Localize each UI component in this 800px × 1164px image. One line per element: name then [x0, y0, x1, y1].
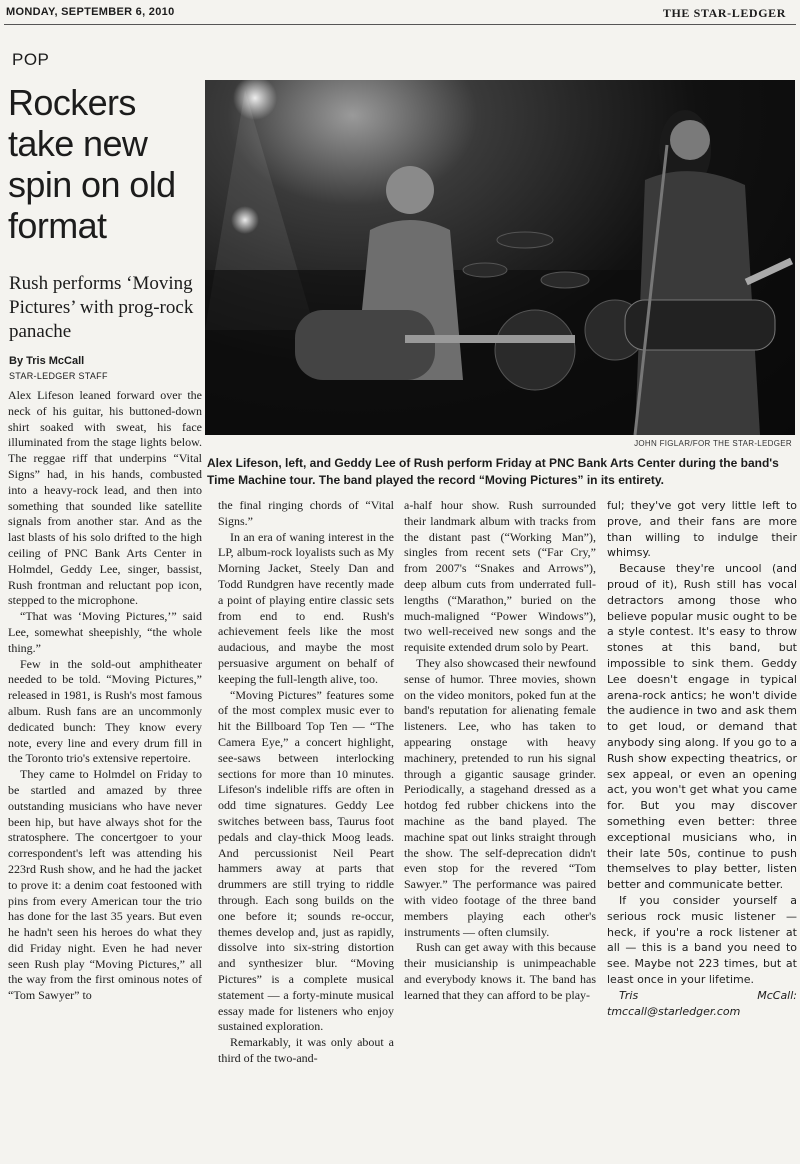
concert-photo-illustration — [205, 80, 795, 435]
photo-caption: Alex Lifeson, left, and Geddy Lee of Rush perform Friday at PNC Bank Arts Center during the band's Time Machine tour. The band played the record “Moving Pictures” in its entirety. — [207, 456, 779, 487]
section-kicker: POP — [12, 50, 50, 69]
masthead-rule — [4, 24, 796, 25]
concert-photo — [205, 80, 795, 435]
article-column-3 — [404, 498, 596, 1164]
paragraph: They came to Holmdel on Friday to be startled and amazed by three outstanding musicians who have never been hip, but have always shot for the stratosphere. The concertgoer to your correspondent's left was attending his 223rd Rush show, and he had the jacket to prove it: a denim coat festooned with pins from every American tour the trio has done for the last 35 years. But even he hadn't seen his heroes do what they did Friday night. Even he had never seen Rush play “Moving Pictures,” all the way from the first ominous notes of “Tom Sawyer” to — [8, 767, 202, 1003]
paragraph: If you consider yourself a serious rock music listener — heck, if you're a rock listener at all — this is a band you need to see. Maybe not 223 times, but at least once in your lifetime. — [607, 893, 797, 986]
paragraph: “That was ‘Moving Pictures,’” said Lee, somewhat sheepishly, “the whole thing.” — [8, 609, 202, 655]
masthead-paper-name: THE STAR-LEDGER — [662, 6, 786, 20]
paragraph: “Moving Pictures” features some of the most complex music ever to hit the Billboard Top Ten — “The Camera Eye,” a concert highlight, see-saws between interlocking sections for more than 10 minutes. Lifeson's indelible riffs are often in odd time signatures. Geddy Lee switches between bass, Taurus foot pedals and clay-thick Moog leads. And percussionist Neil Peart hammers away at parts that drummers are still trying to riddle through. Each song builds on the one before it; sounds re-occur, themes develop and, just as rapidly, dissolve into six-string distortion and synthesizer blur. “Moving Pictures” is a complete musical statement — a forty-minute musical essay made for listeners who enjoy sustained exploration. — [218, 687, 394, 1034]
article-subheadline: Rush performs ‘Moving Pictures’ with prog-rock panache — [9, 273, 194, 342]
article-column-1 — [8, 388, 202, 1164]
paragraph: They also showcased their newfound sense of humor. Three movies, shown on the video monitors, poked fun at the band's reputation for alienating female listeners. Lee, who has taken to appearing onstage with heavy machinery, pretended to run his signal through a gigantic sausage grinder. Periodically, a stagehand dressed as a hotdog fed rubber chickens into the machine as the band played. The machine spat out links straight through the show. The self-deprecation didn't even stop for the revered “Tom Sawyer.” The performance was paired with video footage of the three band members playing each other's instruments — often clumsily. — [404, 655, 596, 939]
paragraph: the final ringing chords of “Vital Signs.” — [218, 498, 394, 528]
photo-credit: JOHN FIGLAR/FOR THE STAR-LEDGER — [634, 439, 792, 448]
article-column-2 — [218, 498, 394, 1164]
byline-staff: STAR-LEDGER STAFF — [9, 371, 108, 381]
paragraph: a-half hour show. Rush surrounded their landmark album with tracks from the distant past (“Working Man”), singles from recent sets (“Far Cry,” from 2007's “Snakes and Arrows”), deep album cuts from underrated full-lengths (“Marathon,” buried on the much-maligned “Power Windows”), two well-received new songs and the requisite extended drum solo by Peart. — [404, 498, 596, 655]
paragraph: Few in the sold-out amphitheater needed to be told. “Moving Pictures,” released in 1981, is Rush's most famous album. Rush fans are an uncommonly dedicated bunch: They know every note, every line and every drum fill in the Toronto trio's extensive repertoire. — [8, 656, 202, 766]
article-headline: Rockers take new spin on old format — [8, 82, 176, 246]
paragraph: Remarkably, it was only about a third of the two-and- — [218, 1035, 394, 1065]
paragraph: ful; they've got very little left to prove, and their fans are more than willing to indulge their whimsy. — [607, 499, 797, 560]
paragraph: Rush can get away with this because their musicianship is unimpeachable and everybody knows it. The band has learned that they can afford to be play- — [404, 940, 596, 1002]
paragraph: Because they're uncool (and proud of it), Rush still has vocal detractors among those who believe popular music ought to be a style contest. It's easy to throw stones at this band, but impossible to sink them. Geddy Lee doesn't engage in typical arena-rock antics; he won't divide the audience in two and ask them to get loud, or demand that anybody sing along. If you go to a Rush show expecting theatrics, or sex appeal, or even an opening act, you won't get what you came for. But you may discover something even better: three exceptional musicians who, in their late 50s, continue to push themselves to play better, listen better and communicate better. — [607, 562, 797, 892]
byline: By Tris McCall — [9, 355, 85, 367]
paragraph: Alex Lifeson leaned forward over the neck of his guitar, his buttoned-down shirt soaked with sweat, his face illuminated from the stage lights below. The reggae riff that underpins “Vital Signs” had, in his hands, combusted into a heavy-rock lead, and then into something that sounded like satellite signals from another star. And as the last blasts of his solo drifted to the high ceiling of PNC Bank Arts Center in Holmdel, Geddy Lee, singer, bassist, Rush frontman and reluctant pop icon, stepped to the microphone. — [8, 388, 202, 608]
masthead-date: MONDAY, SEPTEMBER 6, 2010 — [6, 6, 175, 18]
author-signoff: Tris McCall: tmccall@starledger.com — [607, 988, 797, 1018]
paragraph: In an era of waning interest in the LP, album-rock loyalists such as My Morning Jacket, Steely Dan and Todd Rundgren have recently made a point of playing entire classic sets from end to end. Rush's achievement feels like the most audacious, and maybe the most persuasive argument on behalf of keeping the full-length alive, too. — [218, 529, 394, 686]
article-column-4 — [607, 498, 797, 1164]
